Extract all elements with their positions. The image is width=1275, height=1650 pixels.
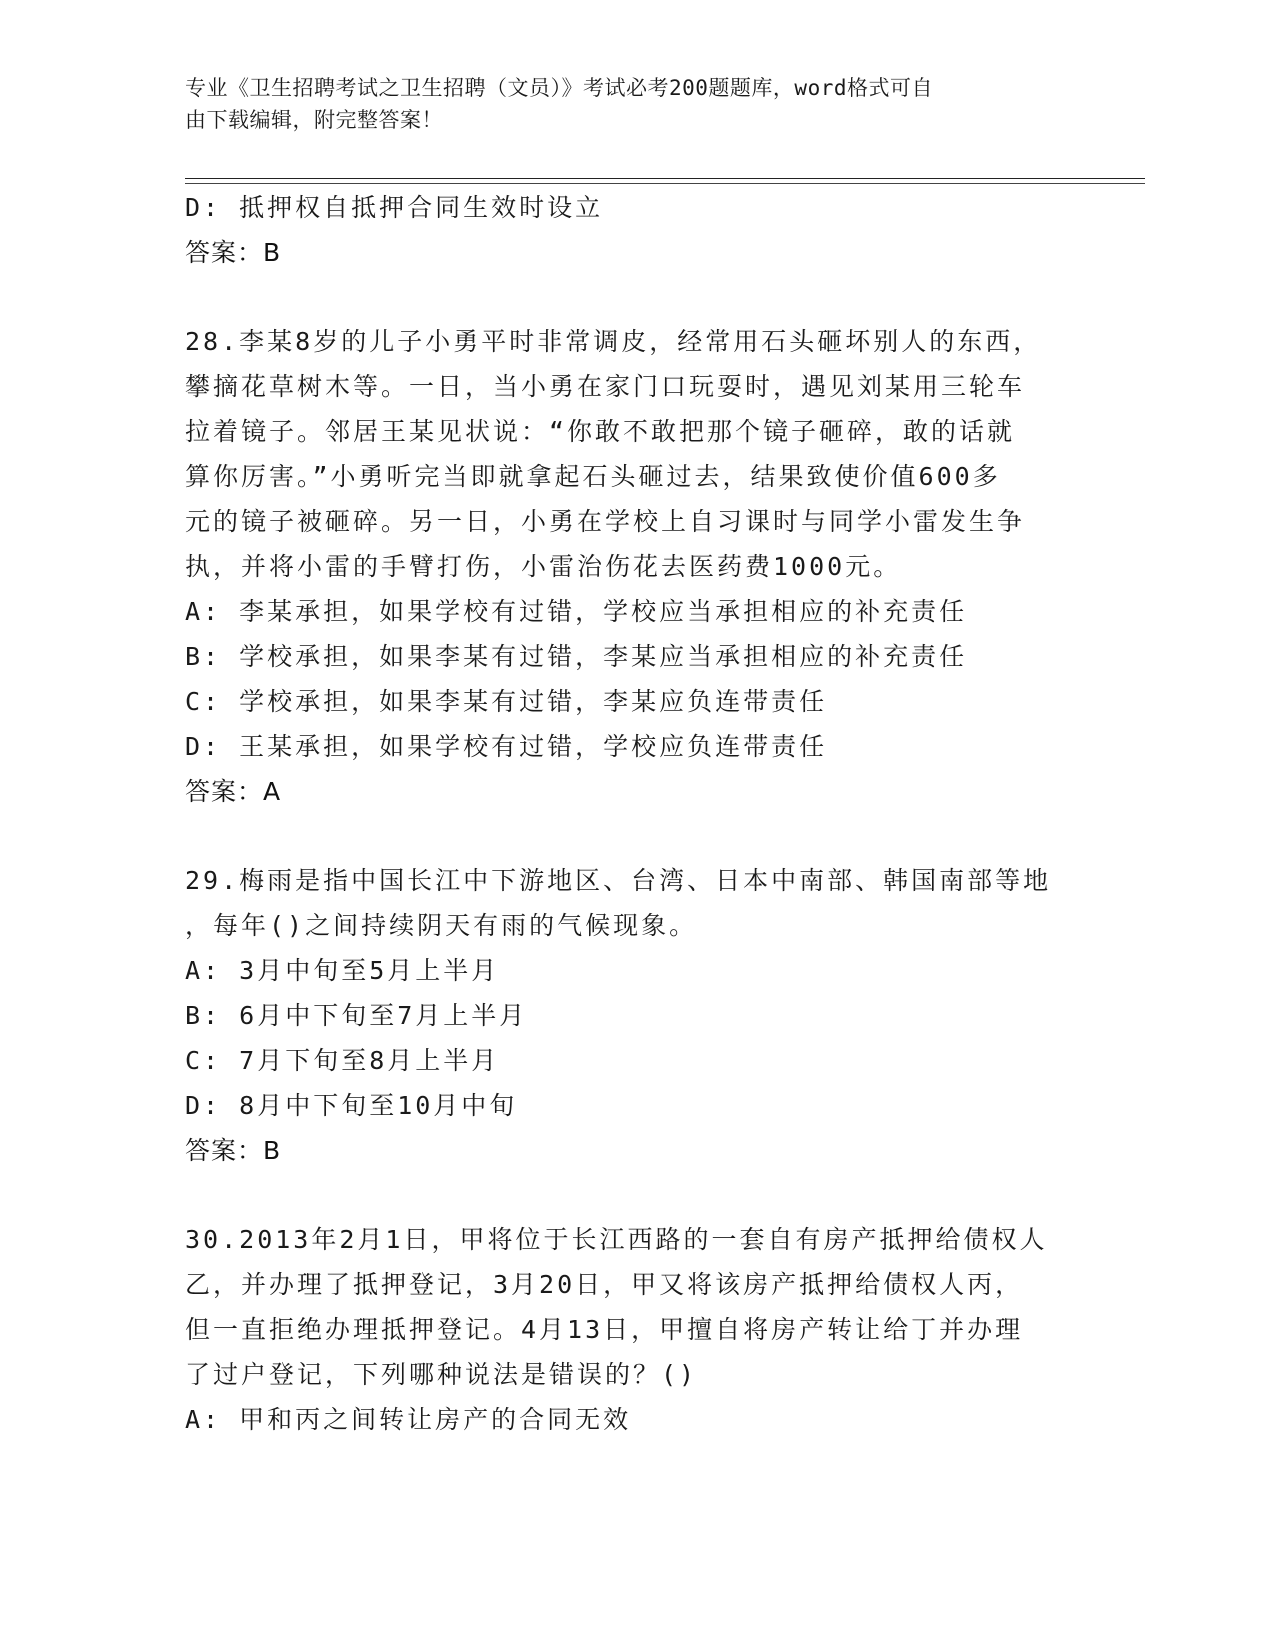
question-text-line: 28.李某8岁的儿子小勇平时非常调皮，经常用石头砸坏别人的东西， (185, 327, 1042, 356)
question-text-line: 元的镜子被砸碎。另一日，小勇在学校上自习课时与同学小雷发生争 (185, 507, 1026, 536)
header-divider-secondary (185, 183, 1145, 184)
option-a: A: 甲和丙之间转让房产的合同无效 (185, 1405, 632, 1434)
question-text-line: 了过户登记，下列哪种说法是错误的？() (185, 1360, 698, 1389)
option-d: D: 抵押权自抵押合同生效时设立 (185, 193, 604, 222)
option-c: C: 7月下旬至8月上半月 (185, 1046, 500, 1075)
answer-line: 答案：A (185, 777, 282, 806)
question-text-line: 乙，并办理了抵押登记，3月20日，甲又将该房产抵押给债权人丙， (185, 1270, 1024, 1299)
spacer (185, 275, 1085, 319)
question-text-line: 攀摘花草树木等。一日，当小勇在家门口玩耍时，遇见刘某用三轮车 (185, 372, 1026, 401)
question-29 (185, 858, 1085, 1173)
option-d: D: 王某承担，如果学校有过错，学校应负连带责任 (185, 732, 828, 761)
page-header (185, 72, 1065, 136)
question-30 (185, 1217, 1085, 1442)
question-text-line: ，每年()之间持续阴天有雨的气候现象。 (185, 911, 698, 940)
question-text-line: 拉着镜子。邻居王某见状说：“你敢不敢把那个镜子砸碎，敢的话就 (185, 417, 1016, 446)
question-text-line: 30.2013年2月1日，甲将位于长江西路的一套自有房产抵押给债权人 (185, 1225, 1048, 1254)
question-text-line: 29.梅雨是指中国长江中下游地区、台湾、日本中南部、韩国南部等地 (185, 866, 1052, 895)
answer-line: 答案：B (185, 238, 282, 267)
spacer (185, 814, 1085, 858)
spacer (185, 1173, 1085, 1217)
option-a: A: 3月中旬至5月上半月 (185, 956, 500, 985)
option-b: B: 学校承担，如果李某有过错，李某应当承担相应的补充责任 (185, 642, 968, 671)
question-28 (185, 319, 1085, 814)
question-text-line: 但一直拒绝办理抵押登记。4月13日，甲擅自将房产转让给丁并办理 (185, 1315, 1024, 1344)
document-body (185, 185, 1085, 1442)
answer-line: 答案：B (185, 1136, 282, 1165)
option-b: B: 6月中下旬至7月上半月 (185, 1001, 528, 1030)
question-text-line: 算你厉害。”小勇听完当即就拿起石头砸过去，结果致使价值600多 (185, 462, 1001, 491)
header-line-1: 专业《卫生招聘考试之卫生招聘（文员）》考试必考200题题库，word格式可自 (185, 76, 933, 100)
option-c: C: 学校承担，如果李某有过错，李某应负连带责任 (185, 687, 828, 716)
option-a: A: 李某承担，如果学校有过错，学校应当承担相应的补充责任 (185, 597, 968, 626)
previous-question-tail (185, 185, 1085, 275)
header-divider (185, 178, 1145, 179)
option-d: D: 8月中下旬至10月中旬 (185, 1091, 518, 1120)
header-line-2: 由下载编辑，附完整答案！ (185, 108, 443, 132)
question-text-line: 执，并将小雷的手臂打伤，小雷治伤花去医药费1000元。 (185, 552, 902, 581)
